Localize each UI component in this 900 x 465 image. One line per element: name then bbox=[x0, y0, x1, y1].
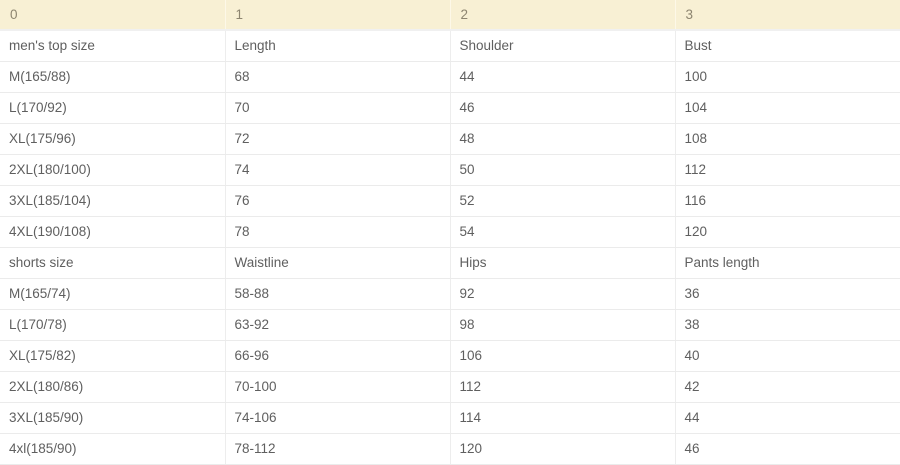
table-cell: M(165/74) bbox=[0, 278, 225, 309]
table-row bbox=[0, 371, 900, 402]
table-row bbox=[0, 185, 900, 216]
table-cell: 74-106 bbox=[225, 402, 450, 433]
table-cell: 42 bbox=[675, 371, 900, 402]
table-cell: shorts size bbox=[0, 247, 225, 278]
table-cell: Length bbox=[225, 30, 450, 61]
table-cell: 52 bbox=[450, 185, 675, 216]
table-cell: 3XL(185/104) bbox=[0, 185, 225, 216]
table-cell: 106 bbox=[450, 340, 675, 371]
table-cell: 112 bbox=[675, 154, 900, 185]
table-cell: 76 bbox=[225, 185, 450, 216]
table-cell: M(165/88) bbox=[0, 61, 225, 92]
table-cell: 48 bbox=[450, 123, 675, 154]
table-cell: 70-100 bbox=[225, 371, 450, 402]
table-cell: 98 bbox=[450, 309, 675, 340]
table-cell: 3XL(185/90) bbox=[0, 402, 225, 433]
table-row bbox=[0, 340, 900, 371]
table-row bbox=[0, 92, 900, 123]
table-cell: 70 bbox=[225, 92, 450, 123]
table-cell: 68 bbox=[225, 61, 450, 92]
header-row bbox=[0, 0, 900, 30]
table-row bbox=[0, 278, 900, 309]
column-header-3: 3 bbox=[675, 0, 900, 30]
table-cell: 2XL(180/100) bbox=[0, 154, 225, 185]
table-row bbox=[0, 123, 900, 154]
table-cell: 36 bbox=[675, 278, 900, 309]
table-cell: 63-92 bbox=[225, 309, 450, 340]
table-cell: Hips bbox=[450, 247, 675, 278]
table-row bbox=[0, 30, 900, 61]
table-cell: 72 bbox=[225, 123, 450, 154]
table-cell: XL(175/96) bbox=[0, 123, 225, 154]
table-row bbox=[0, 154, 900, 185]
table-cell: 4XL(190/108) bbox=[0, 216, 225, 247]
table-cell: 120 bbox=[450, 433, 675, 464]
table-cell: 66-96 bbox=[225, 340, 450, 371]
table-cell: 74 bbox=[225, 154, 450, 185]
table-cell: 116 bbox=[675, 185, 900, 216]
table-row bbox=[0, 61, 900, 92]
table-cell: 78 bbox=[225, 216, 450, 247]
table-cell: 108 bbox=[675, 123, 900, 154]
table-cell: 100 bbox=[675, 61, 900, 92]
table-cell: 104 bbox=[675, 92, 900, 123]
table-cell: Shoulder bbox=[450, 30, 675, 61]
table-row bbox=[0, 216, 900, 247]
column-header-2: 2 bbox=[450, 0, 675, 30]
table-row bbox=[0, 309, 900, 340]
table-cell: 112 bbox=[450, 371, 675, 402]
table-cell: 4xl(185/90) bbox=[0, 433, 225, 464]
table-cell: 2XL(180/86) bbox=[0, 371, 225, 402]
table-cell: L(170/92) bbox=[0, 92, 225, 123]
table-cell: 78-112 bbox=[225, 433, 450, 464]
table-cell: 44 bbox=[450, 61, 675, 92]
table-cell: 120 bbox=[675, 216, 900, 247]
table-cell: 38 bbox=[675, 309, 900, 340]
table-row bbox=[0, 402, 900, 433]
table-cell: men's top size bbox=[0, 30, 225, 61]
table-cell: 92 bbox=[450, 278, 675, 309]
table-cell: 46 bbox=[675, 433, 900, 464]
column-header-0: 0 bbox=[0, 0, 225, 30]
table-cell: 58-88 bbox=[225, 278, 450, 309]
table-cell: 44 bbox=[675, 402, 900, 433]
table-cell: Bust bbox=[675, 30, 900, 61]
column-header-1: 1 bbox=[225, 0, 450, 30]
table-body bbox=[0, 30, 900, 464]
table-cell: 40 bbox=[675, 340, 900, 371]
table-row bbox=[0, 247, 900, 278]
table-row bbox=[0, 433, 900, 464]
table-cell: 114 bbox=[450, 402, 675, 433]
table-cell: 50 bbox=[450, 154, 675, 185]
table-cell: 46 bbox=[450, 92, 675, 123]
table-cell: L(170/78) bbox=[0, 309, 225, 340]
table-cell: Pants length bbox=[675, 247, 900, 278]
table-cell: XL(175/82) bbox=[0, 340, 225, 371]
table-cell: Waistline bbox=[225, 247, 450, 278]
table-cell: 54 bbox=[450, 216, 675, 247]
